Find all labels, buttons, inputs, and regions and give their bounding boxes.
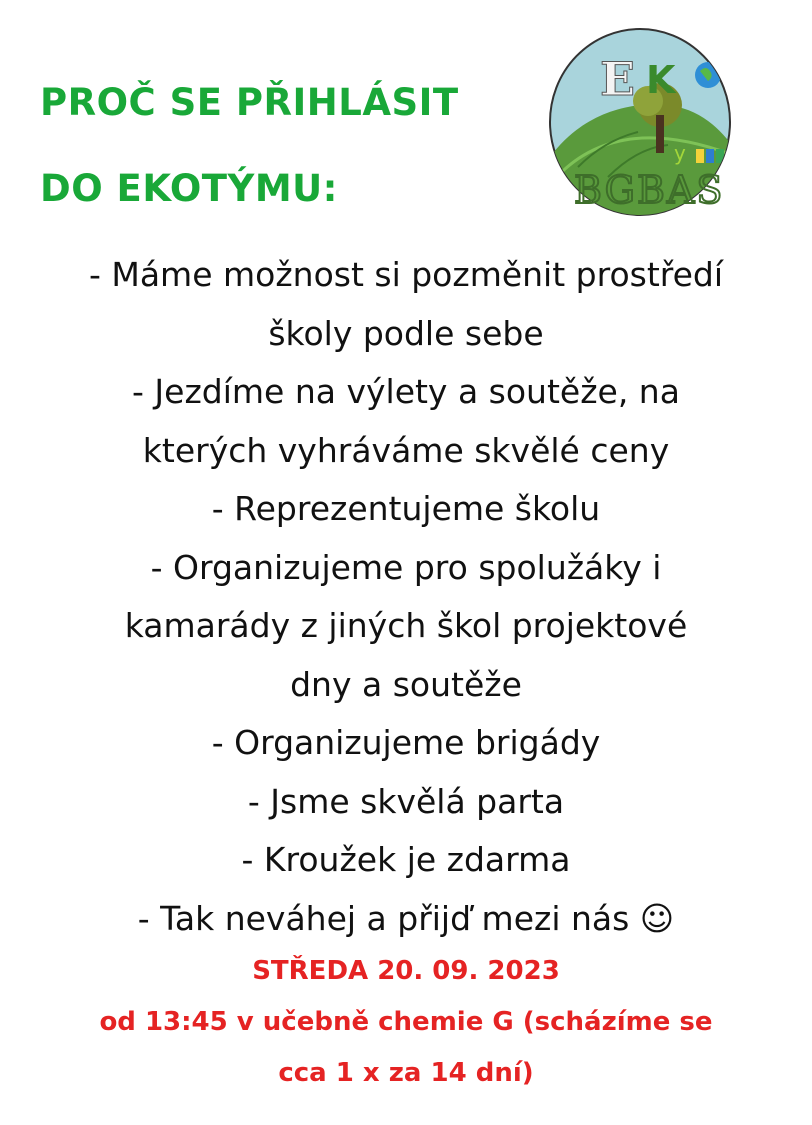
meeting-time-place: od 13:45 v učebně chemie G (scházíme se <box>99 1007 713 1037</box>
eco-team-logo <box>548 27 732 217</box>
list-item: - Reprezentujeme školu <box>211 489 601 528</box>
list-item: školy podle sebe <box>268 313 544 353</box>
list-item: - Jezdíme na výlety a soutěže, na <box>132 372 680 411</box>
list-item: - Organizujeme pro spolužáky i <box>150 547 662 587</box>
list-item: - Tak neváhej a přijď mezi nás ☺ <box>137 898 675 938</box>
meeting-frequency: cca 1 x za 14 dní) <box>278 1058 534 1088</box>
eco-team-logo-icon <box>548 27 732 217</box>
list-item: - Máme možnost si pozměnit prostředí <box>88 255 724 294</box>
list-item: - Jsme skvělá parta <box>247 781 565 821</box>
meeting-info <box>0 946 812 1099</box>
page-title-line-2: DO EKOTÝMU: <box>40 167 338 210</box>
list-item: dny a soutěže <box>290 664 522 704</box>
meeting-date: STŘEDA 20. 09. 2023 <box>252 956 560 986</box>
list-item: kamarády z jiných škol projektové <box>124 606 688 645</box>
reasons-list <box>0 246 812 948</box>
bin-blue-icon <box>706 149 714 163</box>
list-item: - Organizujeme brigády <box>211 723 601 762</box>
logo-letter-e: E <box>600 52 636 106</box>
logo-letter-y: y <box>674 141 686 165</box>
list-item: - Kroužek je zdarma <box>241 840 571 879</box>
logo-letters-bottom: BGBAS <box>574 168 725 212</box>
page-title-line-1: PROČ SE PŘIHLÁSIT <box>40 81 459 124</box>
logo-letter-k: K <box>646 58 676 102</box>
tree-trunk <box>656 115 664 153</box>
bin-yellow-icon <box>696 149 704 163</box>
list-item: kterých vyhráváme skvělé ceny <box>142 430 670 470</box>
